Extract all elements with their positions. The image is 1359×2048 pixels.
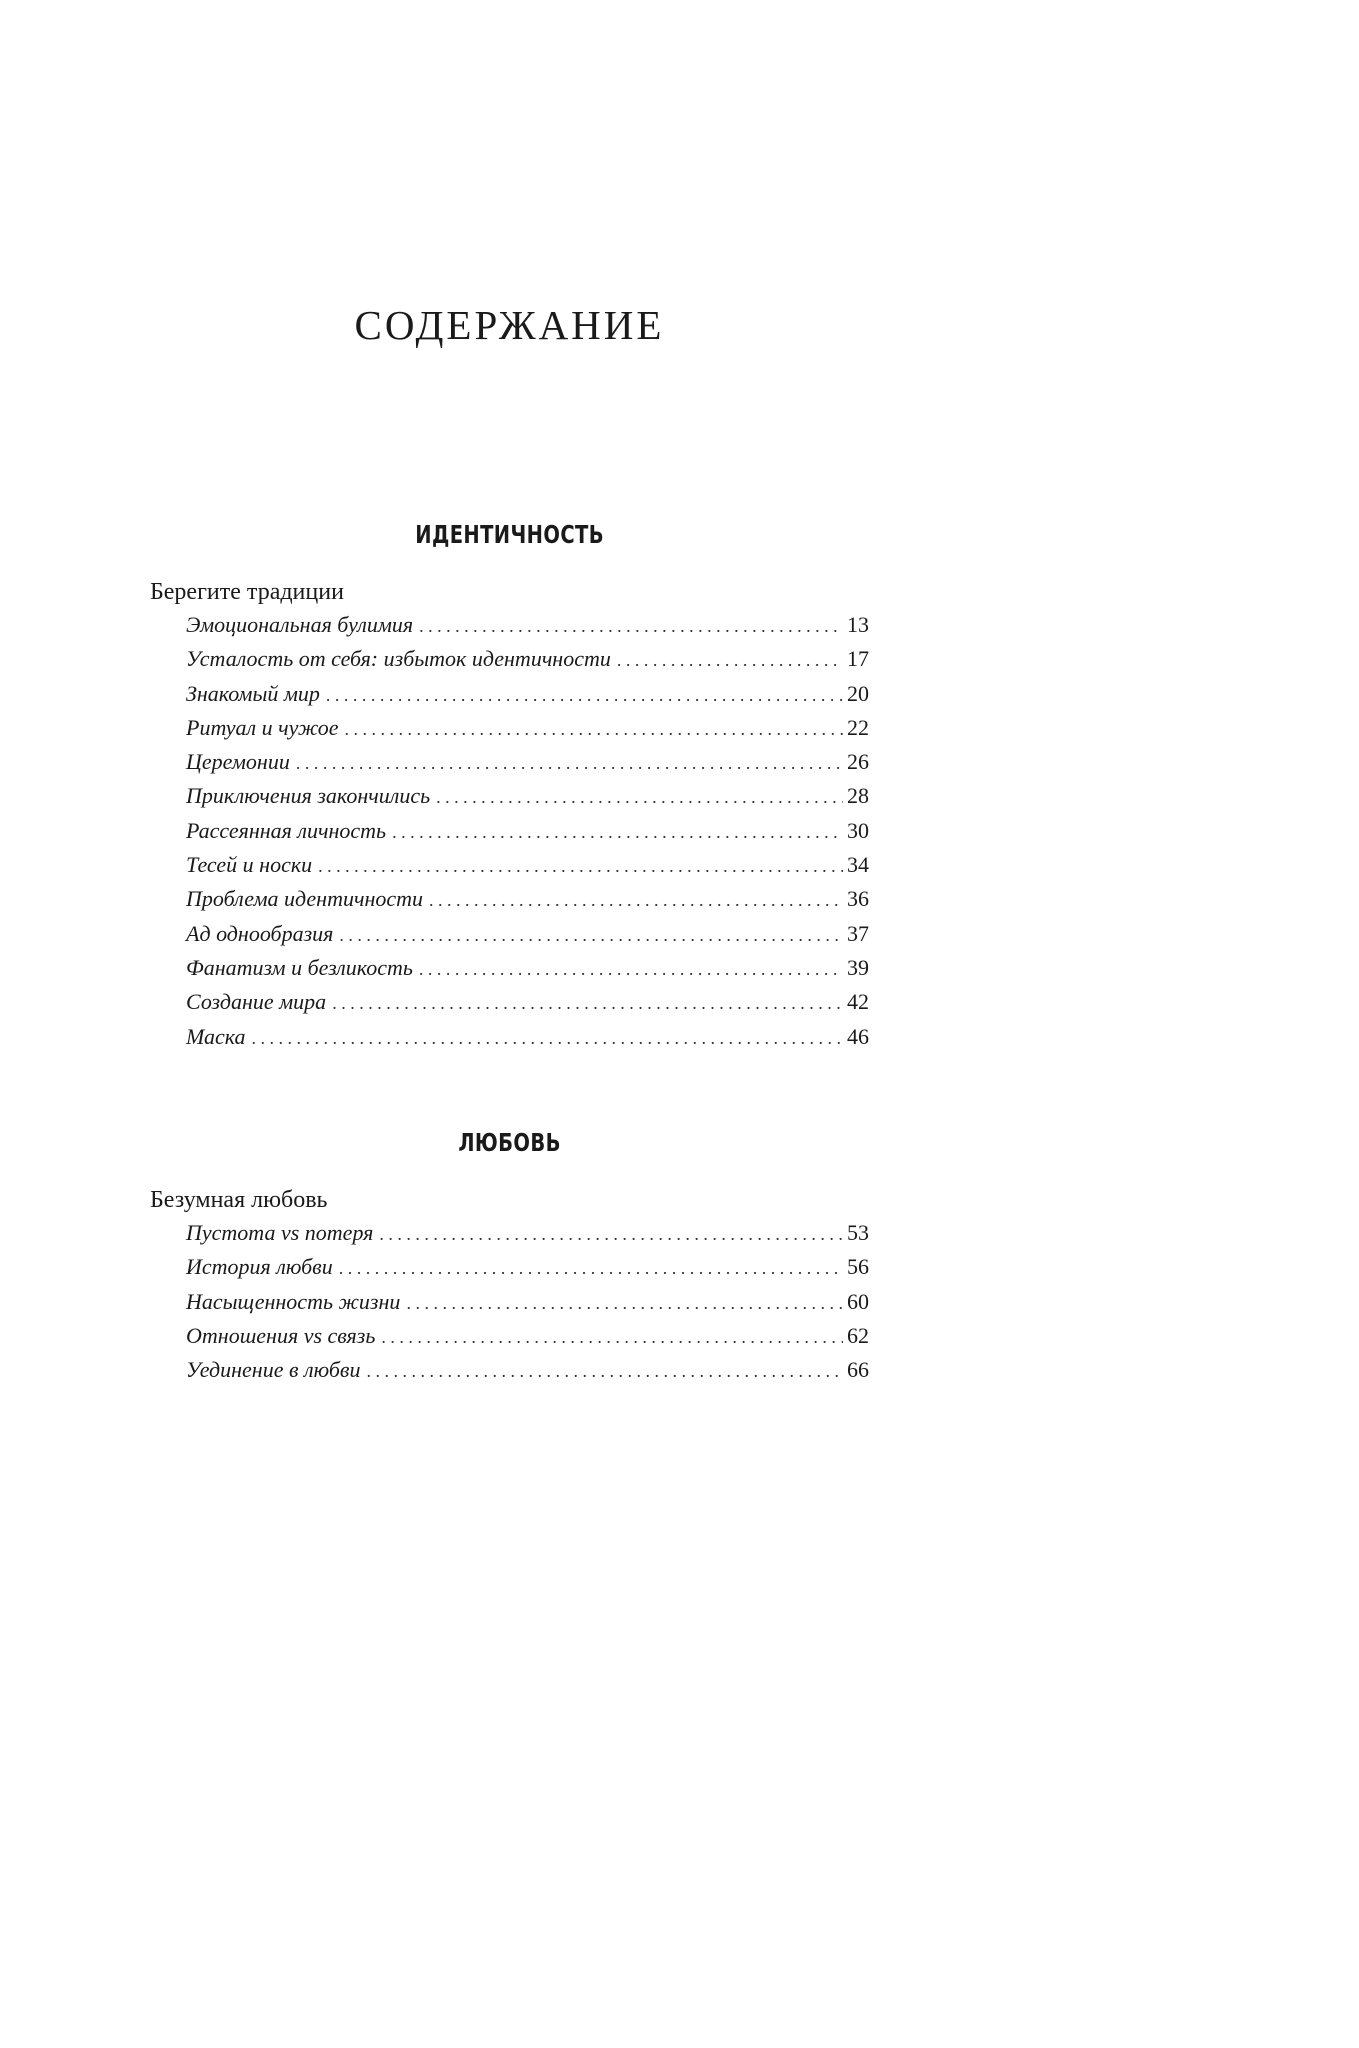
toc-entry-title: Эмоциональная булимия [186,612,414,637]
toc-entry-page: 26 [847,749,869,775]
toc-entry[interactable] [186,1359,869,1393]
toc-entry[interactable] [186,1222,869,1256]
toc-entry-page: 37 [847,920,869,946]
toc-entry-title: Знакомый мир [186,680,320,706]
dot-leader [419,960,843,978]
toc-entry-page: 22 [847,714,869,740]
toc-entry-page: 17 [847,646,869,672]
dot-leader [252,1029,843,1047]
chapter-title: Берегите традиции [150,579,344,605]
toc-entry[interactable] [186,648,869,682]
dot-leader [406,1294,843,1312]
toc-entry-list [186,614,869,1060]
toc-entry-page: 34 [847,852,869,878]
toc-entry[interactable] [186,751,869,785]
dot-leader [345,720,843,738]
chapter-title: Безумная любовь [150,1187,328,1213]
toc-entry-title: Проблема идентичности [186,886,424,912]
toc-entry-title: Ритуал и чужое [186,714,339,740]
dot-leader [296,754,843,772]
toc-entry-page: 39 [847,954,869,980]
toc-entry[interactable] [186,1023,869,1060]
toc-entry-title: Уединение в любви [186,1357,361,1383]
dot-leader [379,1225,843,1243]
toc-entry[interactable] [186,991,869,1025]
toc-entry-title: Отношения vs связь [186,1322,376,1348]
toc-entry-title: Церемонии [186,749,290,775]
dot-leader [332,994,843,1012]
toc-entry-title: Рассеянная личность [186,817,387,843]
page-title: СОДЕРЖАНИЕ [354,302,665,349]
toc-entry-page: 28 [847,783,869,809]
dot-leader [339,926,843,944]
toc-entry[interactable] [186,854,869,888]
toc-entry[interactable] [186,1322,869,1359]
toc-entry-page: 60 [847,1288,869,1314]
toc-entry-list [186,1222,869,1393]
toc-entry[interactable] [186,888,869,922]
toc-entry-page: 56 [847,1254,869,1280]
toc-entry-title: Пустота vs потеря [186,1220,374,1245]
dot-leader [366,1362,843,1380]
toc-entry-title: История любви [186,1254,333,1280]
toc-entry-title: Маска [186,1023,246,1049]
dot-leader [339,1259,843,1277]
toc-entry-title: Усталость от себя: избыток идентичности [186,646,611,672]
toc-entry-title: Создание мира [186,989,327,1015]
dot-leader [326,686,843,704]
toc-entry[interactable] [186,785,869,819]
section-heading: ЛЮБОВЬ [458,1128,561,1157]
toc-entry[interactable] [186,817,869,854]
toc-entry[interactable] [186,680,869,717]
toc-entry-title: Ад однообразия [186,920,334,946]
toc-entry-page: 13 [847,612,869,637]
dot-leader [392,823,843,841]
toc-entry-page: 36 [847,886,869,912]
toc-entry-page: 66 [847,1357,869,1383]
toc-entry[interactable] [186,954,869,991]
toc-entry-page: 30 [847,817,869,843]
toc-entry[interactable] [186,1256,869,1290]
toc-entry-title: Тесей и носки [186,852,313,878]
toc-entry-page: 53 [847,1220,869,1245]
toc-entry[interactable] [186,920,869,957]
toc-entry-title: Насыщенность жизни [186,1288,401,1314]
dot-leader [381,1328,843,1346]
dot-leader [617,651,843,669]
toc-entry[interactable] [186,614,869,648]
toc-entry-title: Фанатизм и безликость [186,954,413,980]
toc-entry[interactable] [186,714,869,751]
toc-entry[interactable] [186,1288,869,1325]
dot-leader [429,891,843,909]
dot-leader [419,617,843,635]
toc-entry-page: 42 [847,989,869,1015]
section-heading: ИДЕНТИЧНОСТЬ [415,520,604,549]
dot-leader [318,857,843,875]
toc-entry-page: 20 [847,680,869,706]
toc-entry-title: Приключения закончились [186,783,431,809]
toc-entry-page: 62 [847,1322,869,1348]
dot-leader [436,788,843,806]
toc-entry-page: 46 [847,1023,869,1049]
